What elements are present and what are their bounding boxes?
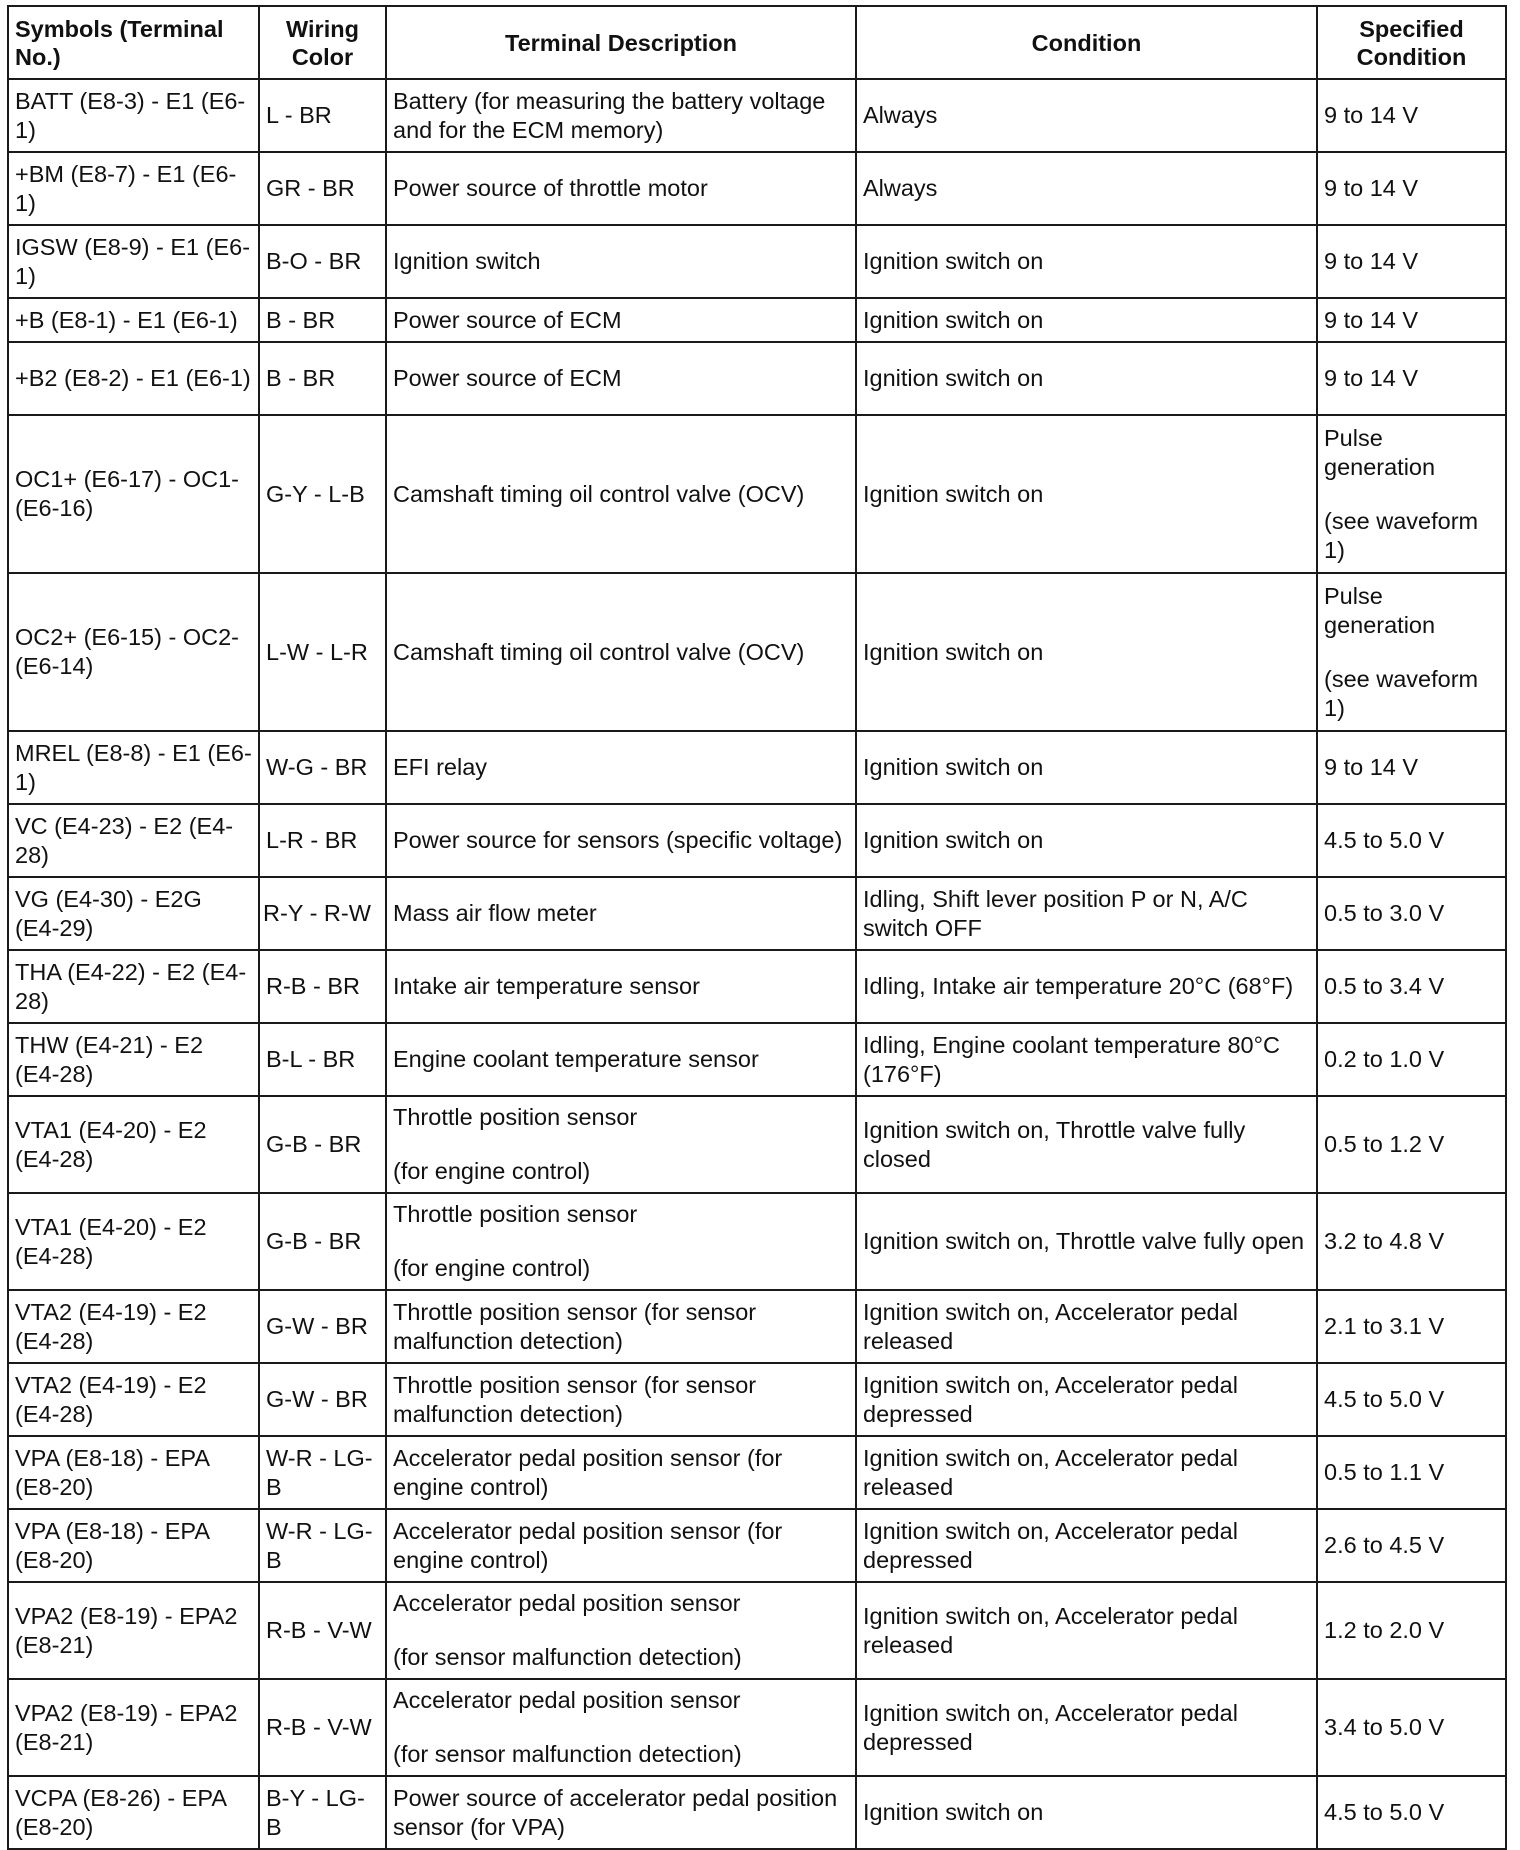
table-row [8, 877, 1506, 950]
symbol-cell: VTA2 (E4-19) - E2 (E4-28) [8, 1363, 259, 1436]
table-row [8, 225, 1506, 298]
description-cell [386, 1679, 856, 1776]
wiring-color-cell: R-Y - R-W [259, 877, 386, 950]
header-terminal-description: Terminal Description [386, 6, 856, 79]
description-cell: Power source for sensors (specific voltage) [386, 804, 856, 877]
condition-cell: Always [856, 79, 1317, 152]
spec-cell: 9 to 14 V [1317, 225, 1506, 298]
symbol-cell: +B2 (E8-2) - E1 (E6-1) [8, 342, 259, 415]
symbol-cell: +BM (E8-7) - E1 (E6-1) [8, 152, 259, 225]
wiring-color-cell: W-R - LG-B [259, 1509, 386, 1582]
symbol-cell: OC2+ (E6-15) - OC2- (E6-14) [8, 573, 259, 731]
table-row [8, 1582, 1506, 1679]
table-row [8, 1509, 1506, 1582]
symbol-cell: VTA1 (E4-20) - E2 (E4-28) [8, 1096, 259, 1193]
condition-cell: Ignition switch on [856, 573, 1317, 731]
table-row [8, 1679, 1506, 1776]
condition-cell: Ignition switch on, Accelerator pedal released [856, 1582, 1317, 1679]
spec-cell [1317, 573, 1506, 731]
description-cell: Accelerator pedal position sensor (for engine control) [386, 1436, 856, 1509]
table-row [8, 1776, 1506, 1849]
wiring-color-cell: B-O - BR [259, 225, 386, 298]
spec-cell: 0.2 to 1.0 V [1317, 1023, 1506, 1096]
description-text: Accelerator pedal position sensor [393, 1687, 741, 1713]
condition-cell: Ignition switch on, Accelerator pedal depressed [856, 1679, 1317, 1776]
terminal-spec-table [7, 5, 1507, 1850]
wiring-color-cell: L-R - BR [259, 804, 386, 877]
spec-note: (see waveform 1) [1324, 665, 1479, 721]
description-cell: EFI relay [386, 731, 856, 804]
description-cell: Engine coolant temperature sensor [386, 1023, 856, 1096]
symbol-cell: VPA2 (E8-19) - EPA2 (E8-21) [8, 1679, 259, 1776]
wiring-color-cell: R-B - V-W [259, 1679, 386, 1776]
symbol-cell: VCPA (E8-26) - EPA (E8-20) [8, 1776, 259, 1849]
wiring-color-cell: G-W - BR [259, 1290, 386, 1363]
symbol-cell: OC1+ (E6-17) - OC1- (E6-16) [8, 415, 259, 573]
condition-cell: Ignition switch on [856, 1776, 1317, 1849]
table-row [8, 298, 1506, 342]
description-cell: Throttle position sensor (for sensor malfunction detection) [386, 1363, 856, 1436]
spec-cell: 4.5 to 5.0 V [1317, 804, 1506, 877]
condition-cell: Idling, Intake air temperature 20°C (68°F) [856, 950, 1317, 1023]
table-row [8, 1096, 1506, 1193]
description-note: (for sensor malfunction detection) [393, 1741, 742, 1767]
spec-cell: 9 to 14 V [1317, 298, 1506, 342]
symbol-cell: VTA2 (E4-19) - E2 (E4-28) [8, 1290, 259, 1363]
wiring-color-cell: W-G - BR [259, 731, 386, 804]
description-note: (for engine control) [393, 1255, 591, 1281]
symbol-cell: VTA1 (E4-20) - E2 (E4-28) [8, 1193, 259, 1290]
condition-cell: Ignition switch on, Accelerator pedal released [856, 1436, 1317, 1509]
wiring-color-cell: G-Y - L-B [259, 415, 386, 573]
spec-cell: 0.5 to 3.4 V [1317, 950, 1506, 1023]
description-cell: Power source of ECM [386, 342, 856, 415]
description-cell: Intake air temperature sensor [386, 950, 856, 1023]
symbol-cell: VPA2 (E8-19) - EPA2 (E8-21) [8, 1582, 259, 1679]
symbol-cell: BATT (E8-3) - E1 (E6-1) [8, 79, 259, 152]
header-specified-condition: Specified Condition [1317, 6, 1506, 79]
spec-cell: 9 to 14 V [1317, 342, 1506, 415]
wiring-color-cell: R-B - V-W [259, 1582, 386, 1679]
wiring-color-cell: G-B - BR [259, 1193, 386, 1290]
header-row [8, 6, 1506, 79]
table-row [8, 1436, 1506, 1509]
spec-cell: 0.5 to 3.0 V [1317, 877, 1506, 950]
description-cell: Battery (for measuring the battery voltage and for the ECM memory) [386, 79, 856, 152]
description-cell: Mass air flow meter [386, 877, 856, 950]
table-row [8, 573, 1506, 731]
condition-cell: Ignition switch on, Throttle valve fully closed [856, 1096, 1317, 1193]
description-cell: Camshaft timing oil control valve (OCV) [386, 573, 856, 731]
condition-cell: Ignition switch on [856, 342, 1317, 415]
spec-cell: 9 to 14 V [1317, 79, 1506, 152]
condition-cell: Idling, Engine coolant temperature 80°C (176°F) [856, 1023, 1317, 1096]
table-row [8, 342, 1506, 415]
spec-note: (see waveform 1) [1324, 507, 1479, 563]
wiring-color-cell: GR - BR [259, 152, 386, 225]
wiring-color-cell: W-R - LG-B [259, 1436, 386, 1509]
description-note: (for engine control) [393, 1158, 591, 1184]
spec-cell: 4.5 to 5.0 V [1317, 1776, 1506, 1849]
description-cell: Power source of ECM [386, 298, 856, 342]
description-cell: Power source of accelerator pedal position sensor (for VPA) [386, 1776, 856, 1849]
spec-text: Pulse generation [1324, 582, 1436, 638]
spec-cell [1317, 415, 1506, 573]
table-row [8, 79, 1506, 152]
condition-cell: Idling, Shift lever position P or N, A/C switch OFF [856, 877, 1317, 950]
spec-cell: 4.5 to 5.0 V [1317, 1363, 1506, 1436]
description-note: (for sensor malfunction detection) [393, 1644, 742, 1670]
wiring-color-cell: G-W - BR [259, 1363, 386, 1436]
wiring-color-cell: L - BR [259, 79, 386, 152]
description-text: Throttle position sensor [393, 1104, 638, 1130]
table-row [8, 1290, 1506, 1363]
description-text: Throttle position sensor [393, 1201, 638, 1227]
wiring-color-cell: B-Y - LG-B [259, 1776, 386, 1849]
description-cell: Throttle position sensor (for sensor malfunction detection) [386, 1290, 856, 1363]
description-cell [386, 1193, 856, 1290]
description-text: Accelerator pedal position sensor [393, 1590, 741, 1616]
wiring-color-cell: G-B - BR [259, 1096, 386, 1193]
description-cell [386, 1582, 856, 1679]
wiring-color-cell: B - BR [259, 342, 386, 415]
condition-cell: Ignition switch on [856, 731, 1317, 804]
spec-text: Pulse generation [1324, 424, 1436, 480]
condition-cell: Ignition switch on [856, 298, 1317, 342]
spec-cell: 3.4 to 5.0 V [1317, 1679, 1506, 1776]
spec-cell: 9 to 14 V [1317, 152, 1506, 225]
symbol-cell: IGSW (E8-9) - E1 (E6-1) [8, 225, 259, 298]
symbol-cell: VPA (E8-18) - EPA (E8-20) [8, 1436, 259, 1509]
header-wiring-color: Wiring Color [259, 6, 386, 79]
symbol-cell: VC (E4-23) - E2 (E4-28) [8, 804, 259, 877]
spec-cell: 3.2 to 4.8 V [1317, 1193, 1506, 1290]
wiring-color-cell: B-L - BR [259, 1023, 386, 1096]
description-cell [386, 1096, 856, 1193]
symbol-cell: THW (E4-21) - E2 (E4-28) [8, 1023, 259, 1096]
symbol-cell: THA (E4-22) - E2 (E4-28) [8, 950, 259, 1023]
condition-cell: Ignition switch on [856, 804, 1317, 877]
condition-cell: Ignition switch on, Accelerator pedal released [856, 1290, 1317, 1363]
wiring-color-cell: R-B - BR [259, 950, 386, 1023]
header-symbols: Symbols (Terminal No.) [8, 6, 259, 79]
table-row [8, 950, 1506, 1023]
spec-cell: 0.5 to 1.1 V [1317, 1436, 1506, 1509]
condition-cell: Ignition switch on [856, 225, 1317, 298]
spec-cell: 2.6 to 4.5 V [1317, 1509, 1506, 1582]
table-row [8, 1023, 1506, 1096]
table-row [8, 731, 1506, 804]
spec-cell: 1.2 to 2.0 V [1317, 1582, 1506, 1679]
table-row [8, 1363, 1506, 1436]
symbol-cell: MREL (E8-8) - E1 (E6-1) [8, 731, 259, 804]
wiring-color-cell: L-W - L-R [259, 573, 386, 731]
header-condition: Condition [856, 6, 1317, 79]
condition-cell: Ignition switch on, Accelerator pedal depressed [856, 1509, 1317, 1582]
description-cell: Accelerator pedal position sensor (for engine control) [386, 1509, 856, 1582]
table-row [8, 415, 1506, 573]
symbol-cell: +B (E8-1) - E1 (E6-1) [8, 298, 259, 342]
description-cell: Ignition switch [386, 225, 856, 298]
condition-cell: Ignition switch on [856, 415, 1317, 573]
description-cell: Camshaft timing oil control valve (OCV) [386, 415, 856, 573]
symbol-cell: VG (E4-30) - E2G (E4-29) [8, 877, 259, 950]
description-cell: Power source of throttle motor [386, 152, 856, 225]
condition-cell: Always [856, 152, 1317, 225]
table-row [8, 1193, 1506, 1290]
condition-cell: Ignition switch on, Throttle valve fully open [856, 1193, 1317, 1290]
spec-cell: 2.1 to 3.1 V [1317, 1290, 1506, 1363]
table-row [8, 152, 1506, 225]
spec-cell: 0.5 to 1.2 V [1317, 1096, 1506, 1193]
symbol-cell: VPA (E8-18) - EPA (E8-20) [8, 1509, 259, 1582]
wiring-color-cell: B - BR [259, 298, 386, 342]
spec-cell: 9 to 14 V [1317, 731, 1506, 804]
table-row [8, 804, 1506, 877]
condition-cell: Ignition switch on, Accelerator pedal depressed [856, 1363, 1317, 1436]
